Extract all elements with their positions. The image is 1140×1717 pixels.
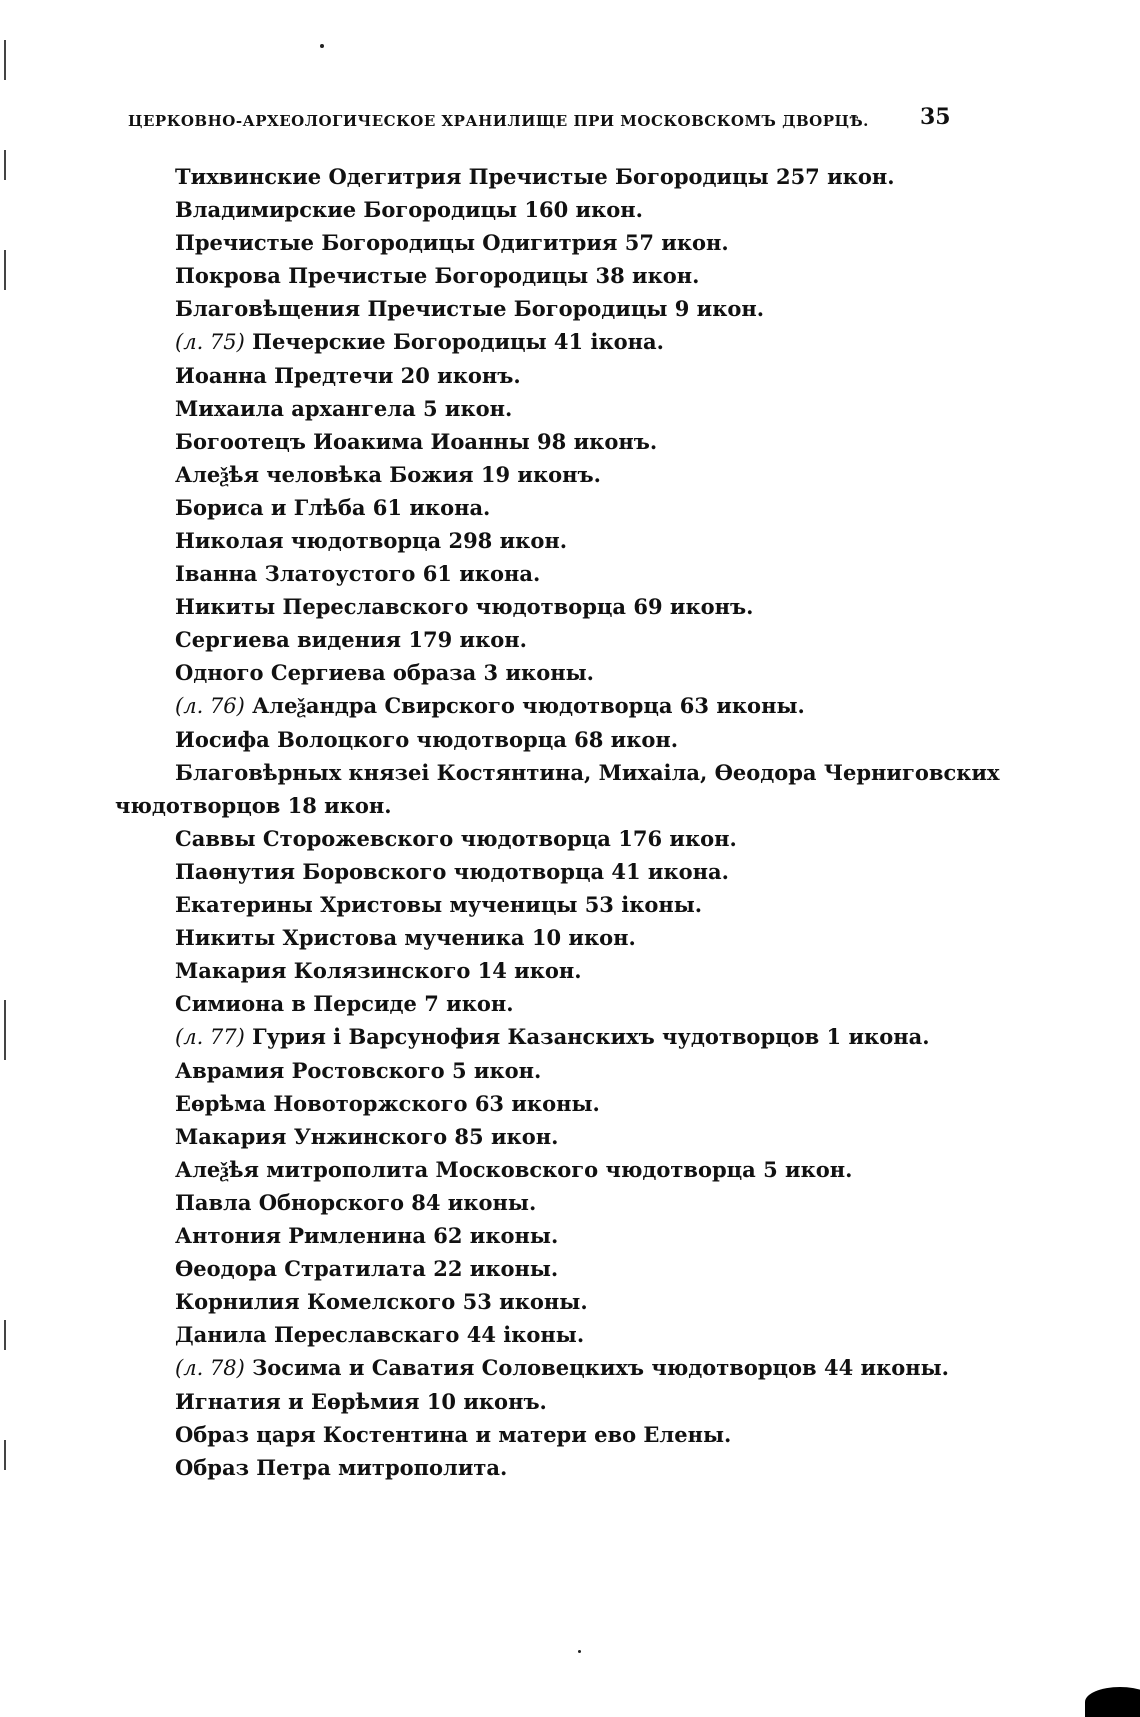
inventory-entry [115,325,1015,359]
entry-text: Аврамия Ростовского 5 икон. [175,1058,542,1083]
inventory-entry [115,1451,1015,1484]
inventory-entry [115,723,1015,756]
inventory-entry [115,921,1015,954]
inventory-entry [115,954,1015,987]
folio-marker: (л. 75) [175,330,245,354]
inventory-entry [115,656,1015,689]
entry-text: Благовѣрных князеі Костянтина, Михаіла, Ѳеодора Черниговских [175,760,1000,785]
inventory-entry [115,1054,1015,1087]
inventory-entry [115,359,1015,392]
inventory-entry [115,590,1015,623]
inventory-entry [115,1318,1015,1351]
inventory-entry [115,160,1015,193]
inventory-entry [115,259,1015,292]
entry-text: Никиты Переславского чюдотворца 69 иконъ. [175,594,754,619]
scan-edge-mark [4,1440,6,1470]
inventory-entry [115,1087,1015,1120]
inventory-entry [115,1186,1015,1219]
folio-marker: (л. 78) [175,1356,245,1380]
entry-text: Богоотецъ Иоакима Иоанны 98 иконъ. [175,429,658,454]
inventory-entry [115,292,1015,325]
inventory-entry [115,822,1015,855]
inventory-entry [115,1351,1015,1385]
entry-text: Еѳрѣма Новоторжского 63 иконы. [175,1091,600,1116]
entry-text: чюдотворцов 18 икон. [115,793,392,818]
inventory-entry [115,789,1015,822]
inventory-entry [115,193,1015,226]
scan-dot [578,1650,581,1653]
entry-text: Алеѯѣя человѣка Божия 19 иконъ. [175,462,601,487]
entry-text: Образ царя Костентина и матери ево Елены. [175,1422,732,1447]
inventory-entry [115,458,1015,491]
scan-edge-mark [4,40,6,80]
entry-text: Сергиева видения 179 икон. [175,627,527,652]
entry-text: Покрова Пречистые Богородицы 38 икон. [175,263,700,288]
running-title: ЦЕРКОВНО-АРХЕОЛОГИЧЕСКОЕ ХРАНИЛИЩЕ ПРИ МОСКОВСКОМЪ ДВОРЦѢ. [128,112,869,130]
inventory-entry [115,425,1015,458]
entry-text: Игнатия и Еѳрѣмия 10 иконъ. [175,1389,547,1414]
inventory-entry [115,1219,1015,1252]
entry-text: Одного Сергиева образа 3 иконы. [175,660,594,685]
entry-text: Іванна Златоустого 61 икона. [175,561,541,586]
inventory-entry [115,1252,1015,1285]
scan-edge-mark [4,1320,6,1350]
entry-text: Благовѣщения Пречистые Богородицы 9 икон. [175,296,765,321]
inventory-entry [115,756,1015,789]
inventory-entry [115,1285,1015,1318]
entry-text: Алеѯандра Свирского чюдотворца 63 иконы. [252,693,805,718]
entry-text: Михаила архангела 5 икон. [175,396,513,421]
inventory-entry [115,888,1015,921]
inventory-entry [115,1120,1015,1153]
inventory-entry [115,987,1015,1020]
scan-edge-mark [4,1000,6,1060]
entry-text: Корнилия Комелского 53 иконы. [175,1289,588,1314]
entry-text: Алеѯѣя митрополита Московского чюдотворца 5 икон. [175,1157,853,1182]
entry-text: Бориса и Глѣба 61 икона. [175,495,491,520]
inventory-entry [115,855,1015,888]
ink-blot [1085,1687,1140,1717]
entry-text: Антония Римленина 62 иконы. [175,1223,559,1248]
entry-text: Пречистые Богородицы Одигитрия 57 икон. [175,230,729,255]
entry-text: Гурия і Варсунофия Казанскихъ чудотворцов 1 икона. [252,1024,930,1049]
entry-text: Саввы Сторожевского чюдотворца 176 икон. [175,826,737,851]
inventory-entry [115,1385,1015,1418]
inventory-entry [115,557,1015,590]
inventory-entry [115,1153,1015,1186]
entry-text: Зосима и Саватия Соловецкихъ чюдотворцов 44 иконы. [252,1355,949,1380]
entry-text: Владимирские Богородицы 160 икон. [175,197,643,222]
entry-text: Печерские Богородицы 41 ікона. [252,329,664,354]
folio-marker: (л. 77) [175,1025,245,1049]
entry-text: Екатерины Христовы мученицы 53 іконы. [175,892,703,917]
inventory-entry [115,491,1015,524]
scan-edge-mark [4,250,6,290]
folio-marker: (л. 76) [175,694,245,718]
inventory-entry [115,392,1015,425]
inventory-entry [115,689,1015,723]
entry-text: Симиона в Персиде 7 икон. [175,991,514,1016]
entry-text: Тихвинские Одегитрия Пречистые Богородицы 257 икон. [175,164,895,189]
scan-dot [320,44,324,48]
page-number: 35 [920,104,951,130]
entry-text: Макария Унжинского 85 икон. [175,1124,559,1149]
entry-text: Иоанна Предтечи 20 иконъ. [175,363,521,388]
inventory-list [115,160,1015,1484]
entry-text: Паѳнутия Боровского чюдотворца 41 икона. [175,859,729,884]
entry-text: Никиты Христова мученика 10 икон. [175,925,636,950]
inventory-entry [115,1020,1015,1054]
entry-text: Ѳеодора Стратилата 22 иконы. [175,1256,559,1281]
scan-edge-mark [4,150,6,180]
entry-text: Павла Обнорского 84 иконы. [175,1190,537,1215]
entry-text: Иосифа Волоцкого чюдотворца 68 икон. [175,727,679,752]
inventory-entry [115,524,1015,557]
entry-text: Макария Колязинского 14 икон. [175,958,582,983]
inventory-entry [115,623,1015,656]
inventory-entry [115,1418,1015,1451]
entry-text: Образ Петра митрополита. [175,1455,508,1480]
inventory-entry [115,226,1015,259]
entry-text: Николая чюдотворца 298 икон. [175,528,568,553]
entry-text: Данила Переславскаго 44 іконы. [175,1322,585,1347]
